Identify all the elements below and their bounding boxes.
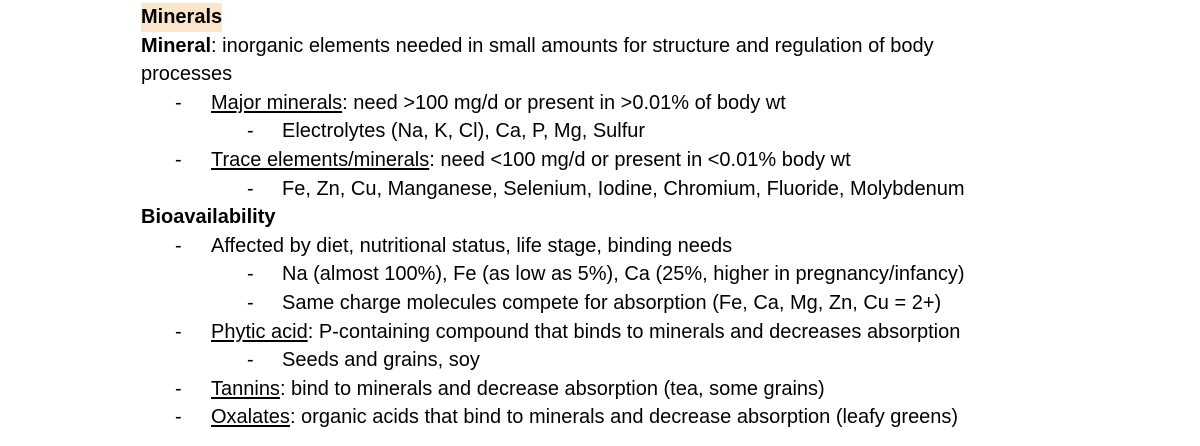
title-line <box>141 3 1181 32</box>
bullet-dash: - <box>175 377 182 400</box>
bioavailability-heading-line <box>141 203 1181 232</box>
bullet-dash: - <box>247 291 254 314</box>
list-item-absorption-rates <box>141 260 1181 289</box>
mineral-definition-line-2 <box>141 60 1181 89</box>
major-minerals-term: Major minerals <box>211 91 343 114</box>
list-item-affected-by <box>141 232 1181 261</box>
list-item-oxalates <box>141 403 1181 432</box>
mineral-definition-continuation: processes <box>141 63 233 86</box>
tannins-text: : bind to minerals and decrease absorption (tea, some grains) <box>279 377 825 400</box>
bullet-dash: - <box>247 349 254 372</box>
list-item-same-charge <box>141 289 1181 318</box>
trace-elements-text: : need <100 mg/d or present in <0.01% body wt <box>429 148 851 171</box>
bullet-dash: - <box>175 91 182 114</box>
phytic-acid-text: : P-containing compound that binds to minerals and decreases absorption <box>307 320 961 343</box>
trace-elements-term: Trace elements/minerals <box>211 148 430 171</box>
oxalates-term: Oxalates <box>211 406 290 429</box>
document-body <box>141 3 1181 432</box>
list-item-seeds-grains <box>141 346 1181 375</box>
mineral-definition-line-1 <box>141 32 1181 61</box>
major-minerals-text: : need >100 mg/d or present in >0.01% of body wt <box>342 91 786 114</box>
bullet-dash: - <box>175 320 182 343</box>
list-item-trace-examples <box>141 175 1181 204</box>
same-charge-text: Same charge molecules compete for absorption (Fe, Ca, Mg, Zn, Cu = 2+) <box>282 291 942 314</box>
list-item-major-minerals <box>141 89 1181 118</box>
affected-by-text: Affected by diet, nutritional status, life stage, binding needs <box>211 234 733 257</box>
list-item-tannins <box>141 375 1181 404</box>
bullet-dash: - <box>175 406 182 429</box>
phytic-acid-term: Phytic acid <box>211 320 308 343</box>
absorption-rates-text: Na (almost 100%), Fe (as low as 5%), Ca (25%, higher in pregnancy/infancy) <box>282 263 965 286</box>
bullet-dash: - <box>175 234 182 257</box>
electrolytes-text: Electrolytes (Na, K, Cl), Ca, P, Mg, Sulfur <box>282 120 646 143</box>
bullet-dash: - <box>247 177 254 200</box>
bullet-dash: - <box>247 120 254 143</box>
bullet-dash: - <box>247 263 254 286</box>
page-title: Minerals <box>141 3 222 32</box>
trace-examples-text: Fe, Zn, Cu, Manganese, Selenium, Iodine, Chromium, Fluoride, Molybdenum <box>282 177 965 200</box>
seeds-grains-text: Seeds and grains, soy <box>282 349 480 372</box>
list-item-trace-elements <box>141 146 1181 175</box>
oxalates-text: : organic acids that bind to minerals and decrease absorption (leafy greens) <box>289 406 959 429</box>
list-item-phytic-acid <box>141 318 1181 347</box>
bullet-dash: - <box>175 148 182 171</box>
mineral-definition-text: : inorganic elements needed in small amounts for structure and regulation of body <box>211 34 934 57</box>
bioavailability-heading: Bioavailability <box>141 206 276 229</box>
mineral-term: Mineral <box>141 34 212 57</box>
list-item-electrolytes <box>141 117 1181 146</box>
tannins-term: Tannins <box>211 377 280 400</box>
